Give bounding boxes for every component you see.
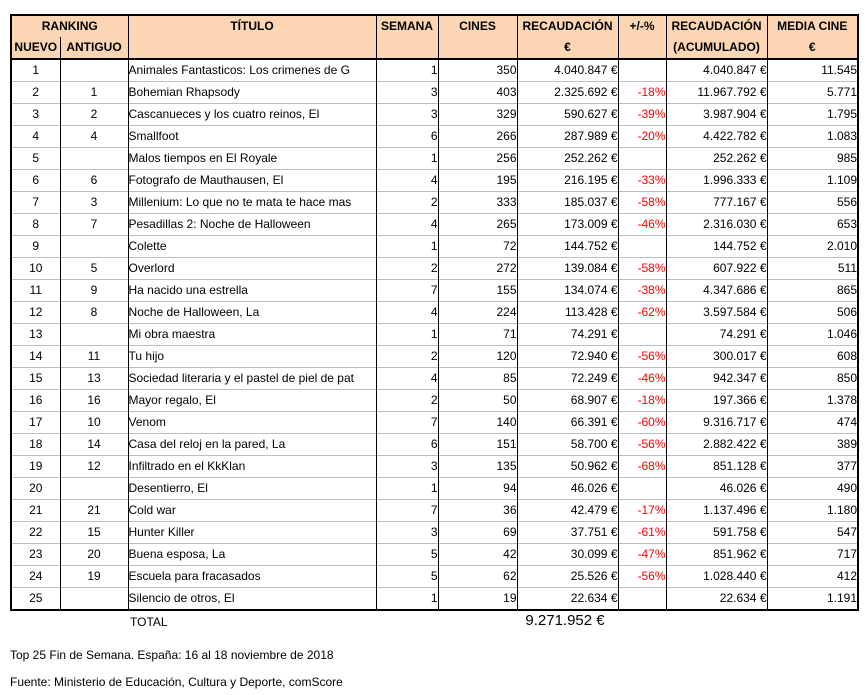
- cell-ranking-antiguo: 16: [60, 390, 128, 412]
- cell-titulo: Hunter Killer: [128, 522, 376, 544]
- header-media-cine-label: MEDIA CINE: [777, 19, 848, 33]
- cell-titulo: Mayor regalo, El: [128, 390, 376, 412]
- cell-semana: 5: [376, 566, 438, 588]
- header-acumulado-label: RECAUDACIÓN: [671, 19, 762, 33]
- cell-media-cine: 850: [767, 368, 858, 390]
- cell-cines: 50: [438, 390, 517, 412]
- cell-semana: 1: [376, 236, 438, 258]
- cell-ranking-nuevo: 12: [11, 302, 60, 324]
- cell-titulo: Malos tiempos en El Royale: [128, 148, 376, 170]
- cell-cines: 71: [438, 324, 517, 346]
- table-row: [11, 324, 858, 346]
- cell-acumulado: 74.291 €: [666, 324, 767, 346]
- cell-titulo: Bohemian Rhapsody: [128, 82, 376, 104]
- cell-titulo: Venom: [128, 412, 376, 434]
- cell-media-cine: 474: [767, 412, 858, 434]
- cell-ranking-nuevo: 4: [11, 126, 60, 148]
- cell-recaudacion: 25.526 €: [517, 566, 618, 588]
- cell-recaudacion: 216.195 €: [517, 170, 618, 192]
- cell-pct: [618, 588, 666, 611]
- cell-pct: -18%: [618, 390, 666, 412]
- cell-ranking-nuevo: 2: [11, 82, 60, 104]
- cell-acumulado: 607.922 €: [666, 258, 767, 280]
- cell-pct: -46%: [618, 214, 666, 236]
- cell-titulo: Animales Fantasticos: Los crimenes de G: [128, 59, 376, 82]
- cell-ranking-nuevo: 15: [11, 368, 60, 390]
- table-row: [11, 280, 858, 302]
- cell-cines: 85: [438, 368, 517, 390]
- cell-media-cine: 11.545: [767, 59, 858, 82]
- report-caption: Top 25 Fin de Semana. España: 16 al 18 noviembre de 2018: [10, 648, 334, 662]
- cell-semana: 7: [376, 412, 438, 434]
- cell-titulo: Sociedad literaria y el pastel de piel de pat: [128, 368, 376, 390]
- header-ranking-label: RANKING: [41, 19, 98, 33]
- cell-acumulado: 144.752 €: [666, 236, 767, 258]
- header-acumulado-sub: (ACUMULADO): [673, 40, 760, 54]
- cell-semana: 4: [376, 368, 438, 390]
- cell-pct: -17%: [618, 500, 666, 522]
- cell-media-cine: 5.771: [767, 82, 858, 104]
- cell-titulo: Overlord: [128, 258, 376, 280]
- header-media-cine: [767, 15, 858, 59]
- cell-ranking-nuevo: 10: [11, 258, 60, 280]
- cell-ranking-nuevo: 21: [11, 500, 60, 522]
- cell-semana: 1: [376, 588, 438, 611]
- cell-ranking-antiguo: [60, 324, 128, 346]
- cell-media-cine: 412: [767, 566, 858, 588]
- table-row: [11, 478, 858, 500]
- table-row: [11, 104, 858, 126]
- cell-media-cine: 490: [767, 478, 858, 500]
- cell-acumulado: 1.028.440 €: [666, 566, 767, 588]
- cell-recaudacion: 134.074 €: [517, 280, 618, 302]
- cell-semana: 2: [376, 346, 438, 368]
- report-footer: [10, 647, 343, 695]
- cell-acumulado: 46.026 €: [666, 478, 767, 500]
- cell-recaudacion: 173.009 €: [517, 214, 618, 236]
- cell-media-cine: 1.083: [767, 126, 858, 148]
- cell-cines: 272: [438, 258, 517, 280]
- cell-ranking-nuevo: 16: [11, 390, 60, 412]
- header-pct: [618, 15, 666, 59]
- cell-recaudacion: 68.907 €: [517, 390, 618, 412]
- header-recaudacion: [517, 15, 618, 59]
- cell-ranking-antiguo: 15: [60, 522, 128, 544]
- cell-cines: 69: [438, 522, 517, 544]
- boxoffice-table: [10, 14, 859, 611]
- cell-pct: -56%: [618, 566, 666, 588]
- cell-acumulado: 11.967.792 €: [666, 82, 767, 104]
- header-media-cine-unit: €: [808, 40, 816, 54]
- cell-semana: 3: [376, 82, 438, 104]
- cell-recaudacion: 2.325.692 €: [517, 82, 618, 104]
- cell-pct: -58%: [618, 192, 666, 214]
- cell-acumulado: 1.137.496 €: [666, 500, 767, 522]
- cell-recaudacion: 4.040.847 €: [517, 59, 618, 82]
- cell-semana: 1: [376, 59, 438, 82]
- cell-titulo: Pesadillas 2: Noche de Halloween: [128, 214, 376, 236]
- table-row: [11, 456, 858, 478]
- cell-recaudacion: 139.084 €: [517, 258, 618, 280]
- cell-ranking-nuevo: 11: [11, 280, 60, 302]
- cell-cines: 42: [438, 544, 517, 566]
- cell-recaudacion: 46.026 €: [517, 478, 618, 500]
- cell-acumulado: 9.316.717 €: [666, 412, 767, 434]
- cell-ranking-nuevo: 8: [11, 214, 60, 236]
- cell-cines: 94: [438, 478, 517, 500]
- cell-semana: 3: [376, 522, 438, 544]
- cell-ranking-antiguo: 10: [60, 412, 128, 434]
- cell-ranking-antiguo: 8: [60, 302, 128, 324]
- header-acumulado: [666, 15, 767, 59]
- table-row: [11, 236, 858, 258]
- table-row: [11, 214, 858, 236]
- cell-recaudacion: 42.479 €: [517, 500, 618, 522]
- table-row: [11, 126, 858, 148]
- total-label: TOTAL: [130, 615, 168, 629]
- cell-semana: 1: [376, 478, 438, 500]
- cell-ranking-antiguo: [60, 478, 128, 500]
- cell-ranking-antiguo: 3: [60, 192, 128, 214]
- cell-titulo: Escuela para fracasados: [128, 566, 376, 588]
- table-body: [11, 59, 858, 610]
- cell-media-cine: 1.109: [767, 170, 858, 192]
- cell-semana: 6: [376, 434, 438, 456]
- cell-ranking-antiguo: 13: [60, 368, 128, 390]
- header-recaudacion-unit: €: [564, 40, 571, 54]
- cell-recaudacion: 66.391 €: [517, 412, 618, 434]
- cell-cines: 350: [438, 59, 517, 82]
- cell-acumulado: 3.987.904 €: [666, 104, 767, 126]
- cell-media-cine: 2.010: [767, 236, 858, 258]
- cell-ranking-nuevo: 20: [11, 478, 60, 500]
- cell-titulo: Buena esposa, La: [128, 544, 376, 566]
- cell-ranking-nuevo: 7: [11, 192, 60, 214]
- cell-ranking-antiguo: 14: [60, 434, 128, 456]
- table-row: [11, 544, 858, 566]
- cell-titulo: Infiltrado en el KkKlan: [128, 456, 376, 478]
- cell-cines: 265: [438, 214, 517, 236]
- cell-ranking-antiguo: [60, 236, 128, 258]
- header-antiguo: [60, 37, 128, 59]
- cell-media-cine: 547: [767, 522, 858, 544]
- table-row: [11, 170, 858, 192]
- cell-semana: 6: [376, 126, 438, 148]
- cell-pct: -47%: [618, 544, 666, 566]
- table-row: [11, 434, 858, 456]
- cell-acumulado: 300.017 €: [666, 346, 767, 368]
- cell-ranking-nuevo: 6: [11, 170, 60, 192]
- cell-recaudacion: 37.751 €: [517, 522, 618, 544]
- cell-media-cine: 1.180: [767, 500, 858, 522]
- cell-pct: -18%: [618, 82, 666, 104]
- header-antiguo-label: ANTIGUO: [66, 40, 122, 54]
- cell-ranking-antiguo: [60, 588, 128, 611]
- cell-ranking-nuevo: 23: [11, 544, 60, 566]
- header-recaudacion-label: RECAUDACIÓN: [522, 19, 613, 33]
- table-row: [11, 522, 858, 544]
- cell-pct: -20%: [618, 126, 666, 148]
- cell-ranking-nuevo: 22: [11, 522, 60, 544]
- cell-ranking-antiguo: 1: [60, 82, 128, 104]
- cell-semana: 4: [376, 214, 438, 236]
- cell-media-cine: 556: [767, 192, 858, 214]
- cell-ranking-nuevo: 3: [11, 104, 60, 126]
- table-row: [11, 302, 858, 324]
- header-cines-label: CINES: [459, 19, 496, 33]
- cell-acumulado: 2.316.030 €: [666, 214, 767, 236]
- cell-pct: -62%: [618, 302, 666, 324]
- cell-media-cine: 865: [767, 280, 858, 302]
- cell-ranking-nuevo: 25: [11, 588, 60, 611]
- table-row: [11, 566, 858, 588]
- cell-acumulado: 851.128 €: [666, 456, 767, 478]
- cell-ranking-nuevo: 17: [11, 412, 60, 434]
- cell-semana: 7: [376, 280, 438, 302]
- cell-ranking-nuevo: 14: [11, 346, 60, 368]
- cell-titulo: Colette: [128, 236, 376, 258]
- cell-cines: 62: [438, 566, 517, 588]
- cell-semana: 2: [376, 258, 438, 280]
- cell-cines: 333: [438, 192, 517, 214]
- cell-ranking-antiguo: 19: [60, 566, 128, 588]
- cell-recaudacion: 22.634 €: [517, 588, 618, 611]
- cell-media-cine: 1.795: [767, 104, 858, 126]
- cell-recaudacion: 50.962 €: [517, 456, 618, 478]
- header-pct-label: +/-%: [629, 19, 655, 33]
- cell-ranking-antiguo: 21: [60, 500, 128, 522]
- cell-ranking-antiguo: 5: [60, 258, 128, 280]
- cell-ranking-nuevo: 5: [11, 148, 60, 170]
- cell-ranking-nuevo: 13: [11, 324, 60, 346]
- cell-ranking-nuevo: 18: [11, 434, 60, 456]
- cell-ranking-antiguo: 6: [60, 170, 128, 192]
- cell-acumulado: 4.422.782 €: [666, 126, 767, 148]
- cell-media-cine: 377: [767, 456, 858, 478]
- cell-cines: 151: [438, 434, 517, 456]
- cell-ranking-nuevo: 1: [11, 59, 60, 82]
- cell-recaudacion: 72.940 €: [517, 346, 618, 368]
- cell-titulo: Tu hijo: [128, 346, 376, 368]
- total-row: [10, 612, 857, 636]
- cell-cines: 19: [438, 588, 517, 611]
- cell-recaudacion: 252.262 €: [517, 148, 618, 170]
- header-semana-label: SEMANA: [380, 19, 433, 33]
- cell-acumulado: 197.366 €: [666, 390, 767, 412]
- cell-acumulado: 2.882.422 €: [666, 434, 767, 456]
- table-row: [11, 258, 858, 280]
- cell-ranking-nuevo: 19: [11, 456, 60, 478]
- header-semana: [376, 15, 438, 59]
- header-nuevo-label: NUEVO: [14, 40, 58, 54]
- cell-semana: 1: [376, 148, 438, 170]
- cell-media-cine: 1.378: [767, 390, 858, 412]
- cell-cines: 120: [438, 346, 517, 368]
- cell-recaudacion: 185.037 €: [517, 192, 618, 214]
- cell-acumulado: 252.262 €: [666, 148, 767, 170]
- cell-titulo: Desentierro, El: [128, 478, 376, 500]
- cell-recaudacion: 144.752 €: [517, 236, 618, 258]
- cell-semana: 7: [376, 500, 438, 522]
- header-titulo-label: TÍTULO: [230, 19, 274, 33]
- cell-pct: [618, 324, 666, 346]
- cell-cines: 155: [438, 280, 517, 302]
- cell-acumulado: 4.347.686 €: [666, 280, 767, 302]
- cell-media-cine: 608: [767, 346, 858, 368]
- cell-cines: 403: [438, 82, 517, 104]
- cell-cines: 36: [438, 500, 517, 522]
- table-row: [11, 59, 858, 82]
- header-titulo: [128, 15, 376, 59]
- cell-pct: -46%: [618, 368, 666, 390]
- cell-semana: 3: [376, 456, 438, 478]
- cell-media-cine: 717: [767, 544, 858, 566]
- total-value: 9.271.952 €: [525, 612, 605, 629]
- cell-media-cine: 389: [767, 434, 858, 456]
- cell-cines: 140: [438, 412, 517, 434]
- cell-pct: -56%: [618, 346, 666, 368]
- cell-pct: [618, 148, 666, 170]
- cell-semana: 2: [376, 192, 438, 214]
- cell-cines: 266: [438, 126, 517, 148]
- cell-titulo: Cascanueces y los cuatro reinos, El: [128, 104, 376, 126]
- cell-pct: -39%: [618, 104, 666, 126]
- cell-recaudacion: 590.627 €: [517, 104, 618, 126]
- report-source: Fuente: Ministerio de Educación, Cultura y Deporte, comScore: [10, 675, 343, 689]
- cell-recaudacion: 58.700 €: [517, 434, 618, 456]
- cell-recaudacion: 30.099 €: [517, 544, 618, 566]
- cell-titulo: Fotografo de Mauthausen, El: [128, 170, 376, 192]
- table-header: [11, 15, 858, 59]
- cell-titulo: Noche de Halloween, La: [128, 302, 376, 324]
- cell-titulo: Ha nacido una estrella: [128, 280, 376, 302]
- table-row: [11, 412, 858, 434]
- cell-pct: -38%: [618, 280, 666, 302]
- cell-ranking-antiguo: 7: [60, 214, 128, 236]
- cell-pct: -68%: [618, 456, 666, 478]
- cell-ranking-antiguo: 11: [60, 346, 128, 368]
- cell-cines: 256: [438, 148, 517, 170]
- cell-semana: 2: [376, 390, 438, 412]
- cell-acumulado: 22.634 €: [666, 588, 767, 611]
- table-row: [11, 148, 858, 170]
- table-row: [11, 192, 858, 214]
- cell-semana: 1: [376, 324, 438, 346]
- cell-ranking-antiguo: 20: [60, 544, 128, 566]
- cell-titulo: Millenium: Lo que no te mata te hace mas: [128, 192, 376, 214]
- cell-acumulado: 777.167 €: [666, 192, 767, 214]
- cell-pct: -56%: [618, 434, 666, 456]
- cell-recaudacion: 287.989 €: [517, 126, 618, 148]
- cell-semana: 4: [376, 302, 438, 324]
- cell-titulo: Silencio de otros, El: [128, 588, 376, 611]
- cell-cines: 135: [438, 456, 517, 478]
- cell-media-cine: 1.191: [767, 588, 858, 611]
- cell-ranking-nuevo: 9: [11, 236, 60, 258]
- cell-semana: 4: [376, 170, 438, 192]
- table-row: [11, 368, 858, 390]
- cell-media-cine: 511: [767, 258, 858, 280]
- header-cines: [438, 15, 517, 59]
- cell-ranking-antiguo: 2: [60, 104, 128, 126]
- cell-ranking-antiguo: 4: [60, 126, 128, 148]
- cell-semana: 3: [376, 104, 438, 126]
- cell-ranking-nuevo: 24: [11, 566, 60, 588]
- cell-pct: -60%: [618, 412, 666, 434]
- cell-acumulado: 4.040.847 €: [666, 59, 767, 82]
- cell-media-cine: 653: [767, 214, 858, 236]
- cell-titulo: Smallfoot: [128, 126, 376, 148]
- table-row: [11, 588, 858, 611]
- cell-acumulado: 851.962 €: [666, 544, 767, 566]
- cell-media-cine: 1.046: [767, 324, 858, 346]
- cell-cines: 224: [438, 302, 517, 324]
- cell-titulo: Cold war: [128, 500, 376, 522]
- cell-titulo: Casa del reloj en la pared, La: [128, 434, 376, 456]
- cell-acumulado: 3.597.584 €: [666, 302, 767, 324]
- cell-pct: -61%: [618, 522, 666, 544]
- cell-ranking-antiguo: 9: [60, 280, 128, 302]
- cell-acumulado: 591.758 €: [666, 522, 767, 544]
- header-ranking: [11, 15, 128, 37]
- cell-cines: 329: [438, 104, 517, 126]
- cell-pct: -58%: [618, 258, 666, 280]
- cell-cines: 72: [438, 236, 517, 258]
- header-nuevo: [11, 37, 60, 59]
- cell-ranking-antiguo: [60, 148, 128, 170]
- cell-media-cine: 506: [767, 302, 858, 324]
- cell-recaudacion: 113.428 €: [517, 302, 618, 324]
- cell-recaudacion: 72.249 €: [517, 368, 618, 390]
- cell-acumulado: 1.996.333 €: [666, 170, 767, 192]
- cell-ranking-antiguo: 12: [60, 456, 128, 478]
- cell-titulo: Mi obra maestra: [128, 324, 376, 346]
- table-row: [11, 82, 858, 104]
- cell-semana: 5: [376, 544, 438, 566]
- cell-recaudacion: 74.291 €: [517, 324, 618, 346]
- table-row: [11, 500, 858, 522]
- table-row: [11, 390, 858, 412]
- cell-cines: 195: [438, 170, 517, 192]
- cell-ranking-antiguo: [60, 59, 128, 82]
- table-row: [11, 346, 858, 368]
- cell-pct: [618, 478, 666, 500]
- cell-pct: -33%: [618, 170, 666, 192]
- cell-media-cine: 985: [767, 148, 858, 170]
- cell-acumulado: 942.347 €: [666, 368, 767, 390]
- cell-pct: [618, 236, 666, 258]
- cell-pct: [618, 59, 666, 82]
